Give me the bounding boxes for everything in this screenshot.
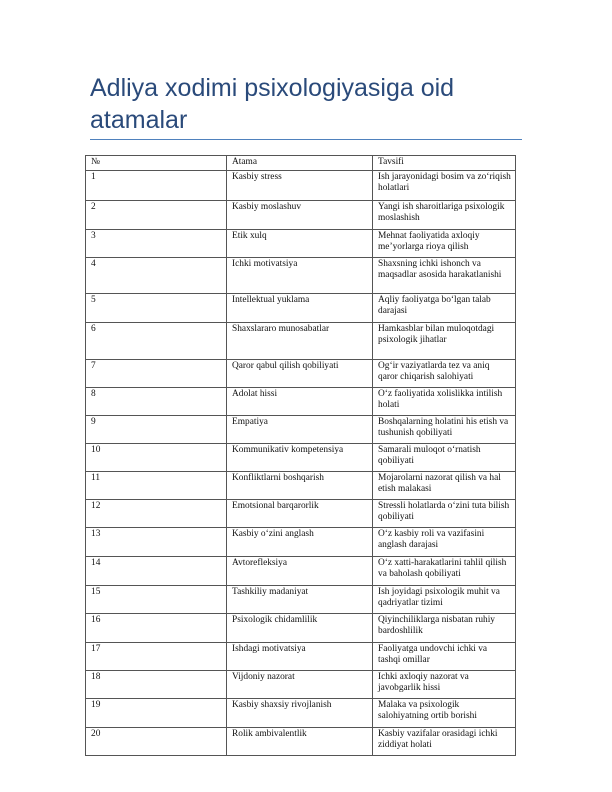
table-row [86, 387, 516, 415]
table-row [86, 293, 516, 322]
row-term: Tashkiliy madaniyat [227, 585, 373, 613]
row-term: Adolat hissi [227, 387, 373, 415]
row-description: Mojarolarni nazorat qilish va hal etish malakasi [373, 471, 516, 499]
row-description: Mehnat faoliyatida axloqiy me’yorlarga rioya qilish [373, 229, 516, 257]
header-term: Atama [227, 156, 373, 171]
row-term: Kasbiy o‘zini anglash [227, 527, 373, 556]
table-row [86, 170, 516, 200]
table-row [86, 499, 516, 527]
row-description: Kasbiy vazifalar orasidagi ichki ziddiyat holati [373, 727, 516, 755]
row-number: 11 [86, 471, 227, 499]
table-row [86, 556, 516, 585]
title-underline [90, 139, 522, 140]
row-number: 20 [86, 727, 227, 755]
table-row [86, 229, 516, 257]
row-number: 6 [86, 322, 227, 359]
row-number: 16 [86, 613, 227, 642]
table-row [86, 585, 516, 613]
row-number: 10 [86, 443, 227, 471]
table-row [86, 443, 516, 471]
row-number: 13 [86, 527, 227, 556]
row-description: Stressli holatlarda o‘zini tuta bilish qobiliyati [373, 499, 516, 527]
row-term: Intellektual yuklama [227, 293, 373, 322]
row-term: Psixologik chidamlilik [227, 613, 373, 642]
row-number: 5 [86, 293, 227, 322]
table-row [86, 471, 516, 499]
table-row [86, 727, 516, 755]
row-number: 3 [86, 229, 227, 257]
row-term: Kommunikativ kompetensiya [227, 443, 373, 471]
row-number: 17 [86, 642, 227, 670]
row-description: O‘z faoliyatida xolislikka intilish holati [373, 387, 516, 415]
row-description: Ish jarayonidagi bosim va zo‘riqish holatlari [373, 170, 516, 200]
row-term: Etik xulq [227, 229, 373, 257]
row-description: Faoliyatga undovchi ichki va tashqi omillar [373, 642, 516, 670]
row-number: 8 [86, 387, 227, 415]
row-number: 7 [86, 359, 227, 387]
row-description: Samarali muloqot o‘rnatish qobiliyati [373, 443, 516, 471]
row-term: Rolik ambivalentlik [227, 727, 373, 755]
row-term: Qaror qabul qilish qobiliyati [227, 359, 373, 387]
row-number: 14 [86, 556, 227, 585]
row-term: Konfliktlarni boshqarish [227, 471, 373, 499]
row-term: Ishdagi motivatsiya [227, 642, 373, 670]
row-description: O‘z xatti-harakatlarini tahlil qilish va baholash qobiliyati [373, 556, 516, 585]
row-term: Vijdoniy nazorat [227, 670, 373, 698]
table-body [86, 170, 516, 755]
table-row [86, 698, 516, 727]
row-number: 9 [86, 415, 227, 443]
row-description: Aqliy faoliyatga bo‘lgan talab darajasi [373, 293, 516, 322]
row-number: 12 [86, 499, 227, 527]
table-row [86, 322, 516, 359]
row-description: O‘z kasbiy roli va vazifasini anglash darajasi [373, 527, 516, 556]
header-description: Tavsifi [373, 156, 516, 171]
row-description: Shaxsning ichki ishonch va maqsadlar asosida harakatlanishi [373, 257, 516, 293]
row-description: Ish joyidagi psixologik muhit va qadriyatlar tizimi [373, 585, 516, 613]
row-description: Ichki axloqiy nazorat va javobgarlik hissi [373, 670, 516, 698]
row-term: Shaxslararo munosabatlar [227, 322, 373, 359]
title-line-1: Adliya xodimi psixologiyasiga oid [90, 74, 455, 102]
row-term: Emotsional barqarorlik [227, 499, 373, 527]
row-term: Kasbiy shaxsiy rivojlanish [227, 698, 373, 727]
row-description: Hamkasblar bilan muloqotdagi psixologik jihatlar [373, 322, 516, 359]
row-term: Ichki motivatsiya [227, 257, 373, 293]
row-description: Boshqalarning holatini his etish va tushunish qobiliyati [373, 415, 516, 443]
table-row [86, 642, 516, 670]
row-number: 19 [86, 698, 227, 727]
table-row [86, 415, 516, 443]
terms-table [85, 155, 516, 756]
table-row [86, 200, 516, 229]
row-description: Og‘ir vaziyatlarda tez va aniq qaror chiqarish salohiyati [373, 359, 516, 387]
row-number: 2 [86, 200, 227, 229]
table-row [86, 359, 516, 387]
row-description: Yangi ish sharoitlariga psixologik moslashish [373, 200, 516, 229]
row-term: Avtorefleksiya [227, 556, 373, 585]
row-description: Malaka va psixologik salohiyatning ortib borishi [373, 698, 516, 727]
table-row [86, 670, 516, 698]
title-line-2: atamalar [90, 106, 188, 134]
row-number: 4 [86, 257, 227, 293]
table-row [86, 527, 516, 556]
row-term: Empatiya [227, 415, 373, 443]
page-title [90, 72, 530, 136]
row-number: 15 [86, 585, 227, 613]
table-row [86, 613, 516, 642]
row-term: Kasbiy moslashuv [227, 200, 373, 229]
header-number: № [86, 156, 227, 171]
row-number: 18 [86, 670, 227, 698]
row-number: 1 [86, 170, 227, 200]
table-row [86, 257, 516, 293]
row-term: Kasbiy stress [227, 170, 373, 200]
table-header-row [86, 156, 516, 171]
row-description: Qiyinchiliklarga nisbatan ruhiy bardoshlilik [373, 613, 516, 642]
